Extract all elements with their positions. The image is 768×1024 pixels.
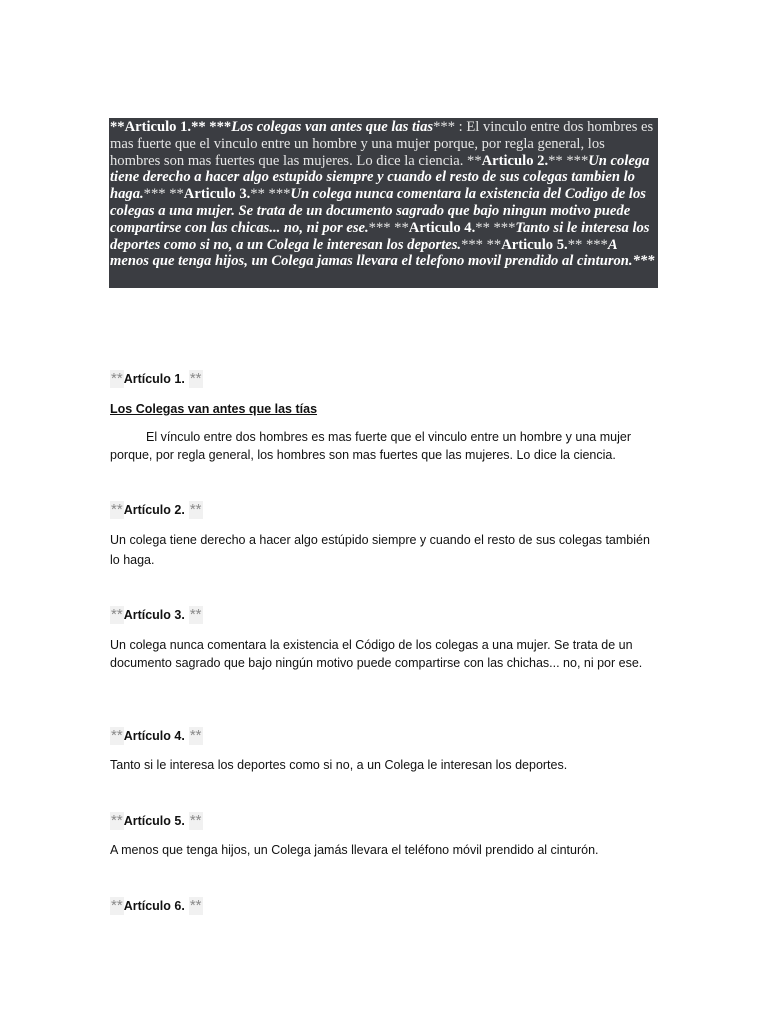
stars-marker: **	[111, 812, 123, 829]
stars-marker: **	[111, 501, 123, 518]
article-6-heading	[110, 896, 203, 916]
article-1-paragraph: El vínculo entre dos hombres es mas fuerte que el vinculo entre un hombre y una mujer porque, por regla general, los hombres son mas fuertes que las mujeres. Lo dice la ciencia.	[110, 430, 631, 462]
article-2-label: Artículo 2.	[123, 503, 185, 517]
dark-box-article-2-label: Articulo 2.	[481, 152, 549, 169]
dark-box-article-1-label: **Articulo 1.** ***	[110, 119, 232, 135]
dark-box-sep: ** ***	[475, 219, 516, 236]
dark-quote-box	[109, 118, 658, 288]
dark-box-article-2-text: Un colega tiene derecho a hacer algo estupido siempre y cuando el resto de sus colegas tambien lo haga.	[110, 152, 650, 203]
stars-marker: **	[189, 606, 202, 623]
article-3-label: Artículo 3.	[123, 608, 185, 622]
article-2-paragraph: Un colega tiene derecho a hacer algo estúpido siempre y cuando el resto de sus colegas también lo haga.	[110, 533, 650, 567]
dark-box-article-4-label: Articulo 4.	[408, 219, 476, 236]
stars-marker: **	[189, 897, 202, 914]
dark-box-article-1-title: Los colegas van antes que las tias	[231, 119, 434, 135]
article-3-heading	[110, 605, 203, 625]
dark-box-sep: *** **	[461, 236, 502, 253]
article-6-label: Artículo 6.	[123, 899, 185, 913]
article-5-label: Artículo 5.	[123, 814, 185, 828]
article-4-label: Artículo 4.	[123, 729, 185, 743]
dark-box-article-3-label: Articulo 3.	[183, 186, 251, 203]
stars-marker: **	[189, 501, 202, 518]
dark-box-article-4-text: Tanto si le interesa los deportes como si no, a un Colega le interesan los deportes.	[110, 219, 650, 253]
dark-box-article-5-label: Articulo 5.	[501, 236, 568, 253]
dark-box-sep: ** ***	[250, 186, 291, 203]
dark-box-sep: ***	[632, 253, 655, 270]
article-2-heading	[110, 500, 203, 520]
stars-marker: **	[111, 727, 123, 744]
dark-box-sep: ** ***	[567, 236, 608, 253]
article-1-label: Artículo 1.	[123, 372, 185, 386]
article-5-paragraph: A menos que tenga hijos, un Colega jamás llevara el teléfono móvil prendido al cinturón.	[110, 843, 599, 857]
stars-marker: **	[189, 370, 202, 387]
dark-box-article-3-text: Un colega nunca comentara la existencia del Codigo de los colegas a una mujer. Se trata de un documento sagrado que bajo ningun motivo puede compartirse con las chicas... no, ni por ese.	[110, 186, 646, 236]
stars-marker: **	[111, 606, 123, 623]
stars-marker: **	[111, 370, 123, 387]
article-1-subtitle: Los Colegas van antes que las tías	[110, 402, 318, 416]
article-4-heading	[110, 726, 203, 746]
article-1-heading	[110, 369, 203, 389]
stars-marker: **	[189, 812, 202, 829]
article-4-paragraph: Tanto si le interesa los deportes como si no, a un Colega le interesan los deportes.	[110, 758, 568, 772]
dark-box-sep: *** **	[143, 186, 184, 203]
dark-box-sep: ** ***	[548, 152, 589, 169]
dark-box-article-1-text: *** : El vinculo entre dos hombres es mas fuerte que el vinculo entre un hombre y una mujer porque, por regla general, los hombres son mas fuertes que las mujeres. Lo dice la ciencia. **	[110, 119, 654, 169]
dark-box-article-5-text: A menos que tenga hijos, un Colega jamas llevara el telefono movil prendido al cinturon.	[110, 236, 633, 270]
dark-box-sep: *** **	[368, 219, 409, 236]
article-3-paragraph: Un colega nunca comentara la existencia el Código de los colegas a una mujer. Se trata de un documento sagrado que bajo ningún motivo puede compartirse con las chichas... no, ni por ese.	[110, 638, 643, 670]
article-5-heading	[110, 811, 203, 831]
stars-marker: **	[189, 727, 202, 744]
stars-marker: **	[111, 897, 123, 914]
